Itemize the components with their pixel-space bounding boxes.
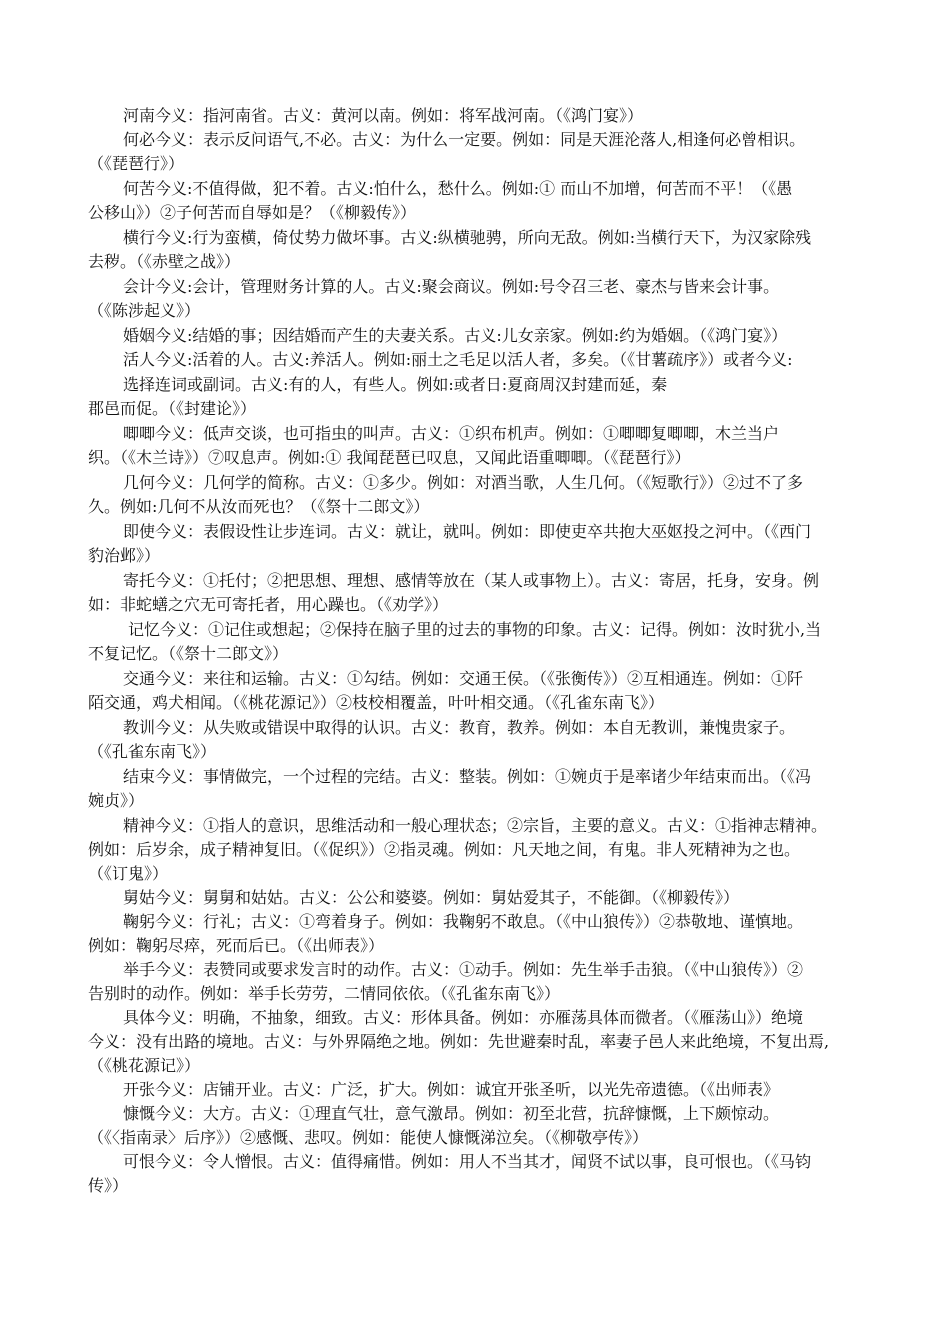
text-line: 交通今义：来往和运输。古义：①勾结。例如：交通王侯。（《张衡传》）②互相通连。例如：①阡: [123, 669, 804, 688]
text-line: 选择连词或副词。古义:有的人，有些人。例如:或者日:夏商周汉封建而延，秦: [123, 375, 668, 394]
text-line: 具体今义：明确，不抽象，细致。古义：形体具备。例如：亦雁荡具体而微者。（《雁荡山》）绝境: [123, 1008, 804, 1027]
text-line: 几何今义：几何学的简称。古义：①多少。例如：对酒当歌，人生几何。（《短歌行》）②过不了多: [123, 473, 804, 492]
text-line: 即使今义：表假设性让步连词。古义：就让，就叫。例如：即使吏卒共抱大巫妪投之河中。（《西门: [123, 522, 812, 541]
text-line: 郡邑而促。（《封建论》）: [88, 399, 257, 418]
text-line: 公移山》）②子何苦而自辱如是？（《柳毅传》）: [88, 203, 417, 222]
text-line: 豹治邺》）: [88, 546, 161, 565]
text-line: 精神今义：①指人的意识，思维活动和一般心理状态；②宗旨，主要的意义。古义：①指神志精神。: [123, 816, 828, 835]
text-line: 会计今义:会计，管理财务计算的人。古义:聚会商议。例如:号令召三老、豪杰与皆来会计事。: [123, 277, 780, 296]
text-line: 慷慨今义：大方。古义：①理直气壮，意气激昂。例如：初至北营，抗辞慷慨，上下颇惊动。: [123, 1104, 780, 1123]
text-line: 告别时的动作。例如：举手长劳劳，二情同依依。（《孔雀东南飞》）: [88, 984, 561, 1003]
text-line: （《〈指南录〉后序》）②感慨、悲叹。例如：能使人慷慨涕泣矣。（《柳敬亭传》）: [88, 1128, 649, 1147]
text-line: 何苦今义:不值得做，犯不着。古义:怕什么，愁什么。例如:① 而山不加增，何苦而不平！（《愚: [123, 179, 793, 198]
text-line: 横行今义:行为蛮横，倚仗势力做坏事。古义:纵横驰骋，所向无敌。例如:当横行天下，为汉家除残: [123, 228, 812, 247]
text-line: 陌交通，鸡犬相闻。（《桃花源记》）②枝校相覆盖，叶叶相交通。（《孔雀东南飞》）: [88, 693, 665, 712]
text-line: 开张今义：店铺开业。古义：广泛，扩大。例如：诚宜开张圣听，以光先帝遗德。（《出师表》: [123, 1080, 780, 1099]
text-line: 去秽。（《赤壁之战》）: [88, 252, 241, 271]
text-line: （《孔雀东南飞》）: [88, 742, 217, 761]
text-line: 可恨今义：令人憎恨。古义：值得痛惜。例如：用人不当其才，闻贤不试以事，良可恨也。（《马钧: [123, 1152, 812, 1171]
text-line: （《订鬼》）: [88, 864, 169, 883]
text-line: 舅姑今义：舅舅和姑姑。古义：公公和婆婆。例如：舅姑爱其子，不能御。（《柳毅传》）: [123, 888, 740, 907]
text-line: （《陈涉起义》）: [88, 301, 201, 320]
text-line: 传》）: [88, 1176, 129, 1195]
text-line: 教训今义：从失败或错误中取得的认识。古义：教育，教养。例如：本自无教训，兼愧贵家子。: [123, 718, 796, 737]
text-line: （《琵琶行》）: [88, 154, 185, 173]
text-line: 婚姻今义:结婚的事；因结婚而产生的夫妻关系。古义:儿女亲家。例如:约为婚姻。（《鸿门宴》）: [123, 326, 788, 345]
text-line: 何必今义：表示反问语气,不必。古义：为什么一定要。例如：同是天涯沦落人,相逢何必曾相识。: [123, 130, 806, 149]
text-line: 不复记忆。（《祭十二郎文》）: [88, 644, 289, 663]
text-line: 唧唧今义：低声交谈，也可指虫的叫声。古义：①织布机声。例如：①唧唧复唧唧，木兰当户: [123, 424, 780, 443]
text-line: 例如：鞠躬尽瘁，死而后已。（《出师表》）: [88, 936, 385, 955]
text-line: （《桃花源记》）: [88, 1056, 201, 1075]
text-line: 如：非蛇蟮之穴无可寄托者，用心躁也。（《劝学》）: [88, 595, 449, 614]
text-line: 河南今义：指河南省。古义：黄河以南。例如：将军战河南。（《鸿门宴》）: [123, 106, 644, 125]
text-line: 织。（《木兰诗》）⑦叹息声。例如:① 我闻琵琶已叹息，又闻此语重唧唧。（《琵琶行》）: [88, 448, 691, 467]
text-line: 今义：没有出路的境地。古义：与外界隔绝之地。例如：先世避秦时乱，率妻子邑人来此绝境，不复出焉,: [88, 1032, 830, 1051]
text-line: 结束今义：事情做完，一个过程的完结。古义：整装。例如：①婉贞于是率诸少年结束而出。（《冯: [123, 767, 812, 786]
text-line: 活人今义:活着的人。古义:养活人。例如:丽土之毛足以活人者，多矣。（《甘薯疏序》）或者今义:: [123, 350, 793, 369]
text-line: 久。例如:几何不从汝而死也？（《祭十二郎文》）: [88, 497, 430, 516]
text-line: 记忆今义：①记住或想起；②保持在脑子里的过去的事物的印象。古义：记得。例如：汝时犹小,当: [128, 620, 822, 639]
text-line: 寄托今义：①托付；②把思想、理想、感情等放在（某人或事物上）。古义：寄居，托身，安身。例: [123, 571, 820, 590]
text-line: 婉贞》）: [88, 791, 145, 810]
text-line: 例如：后岁余，成子精神复旧。（《促织》）②指灵魂。例如：凡天地之间，有鬼。非人死精神为之也。: [88, 840, 801, 859]
text-line: 鞠躬今义：行礼；古义：①弯着身子。例如：我鞠躬不敢息。（《中山狼传》）②恭敬地、谨慎地。: [123, 912, 804, 931]
text-line: 举手今义：表赞同或要求发言时的动作。古义：①动手。例如：先生举手击狼。（《中山狼传》）②: [123, 960, 804, 979]
